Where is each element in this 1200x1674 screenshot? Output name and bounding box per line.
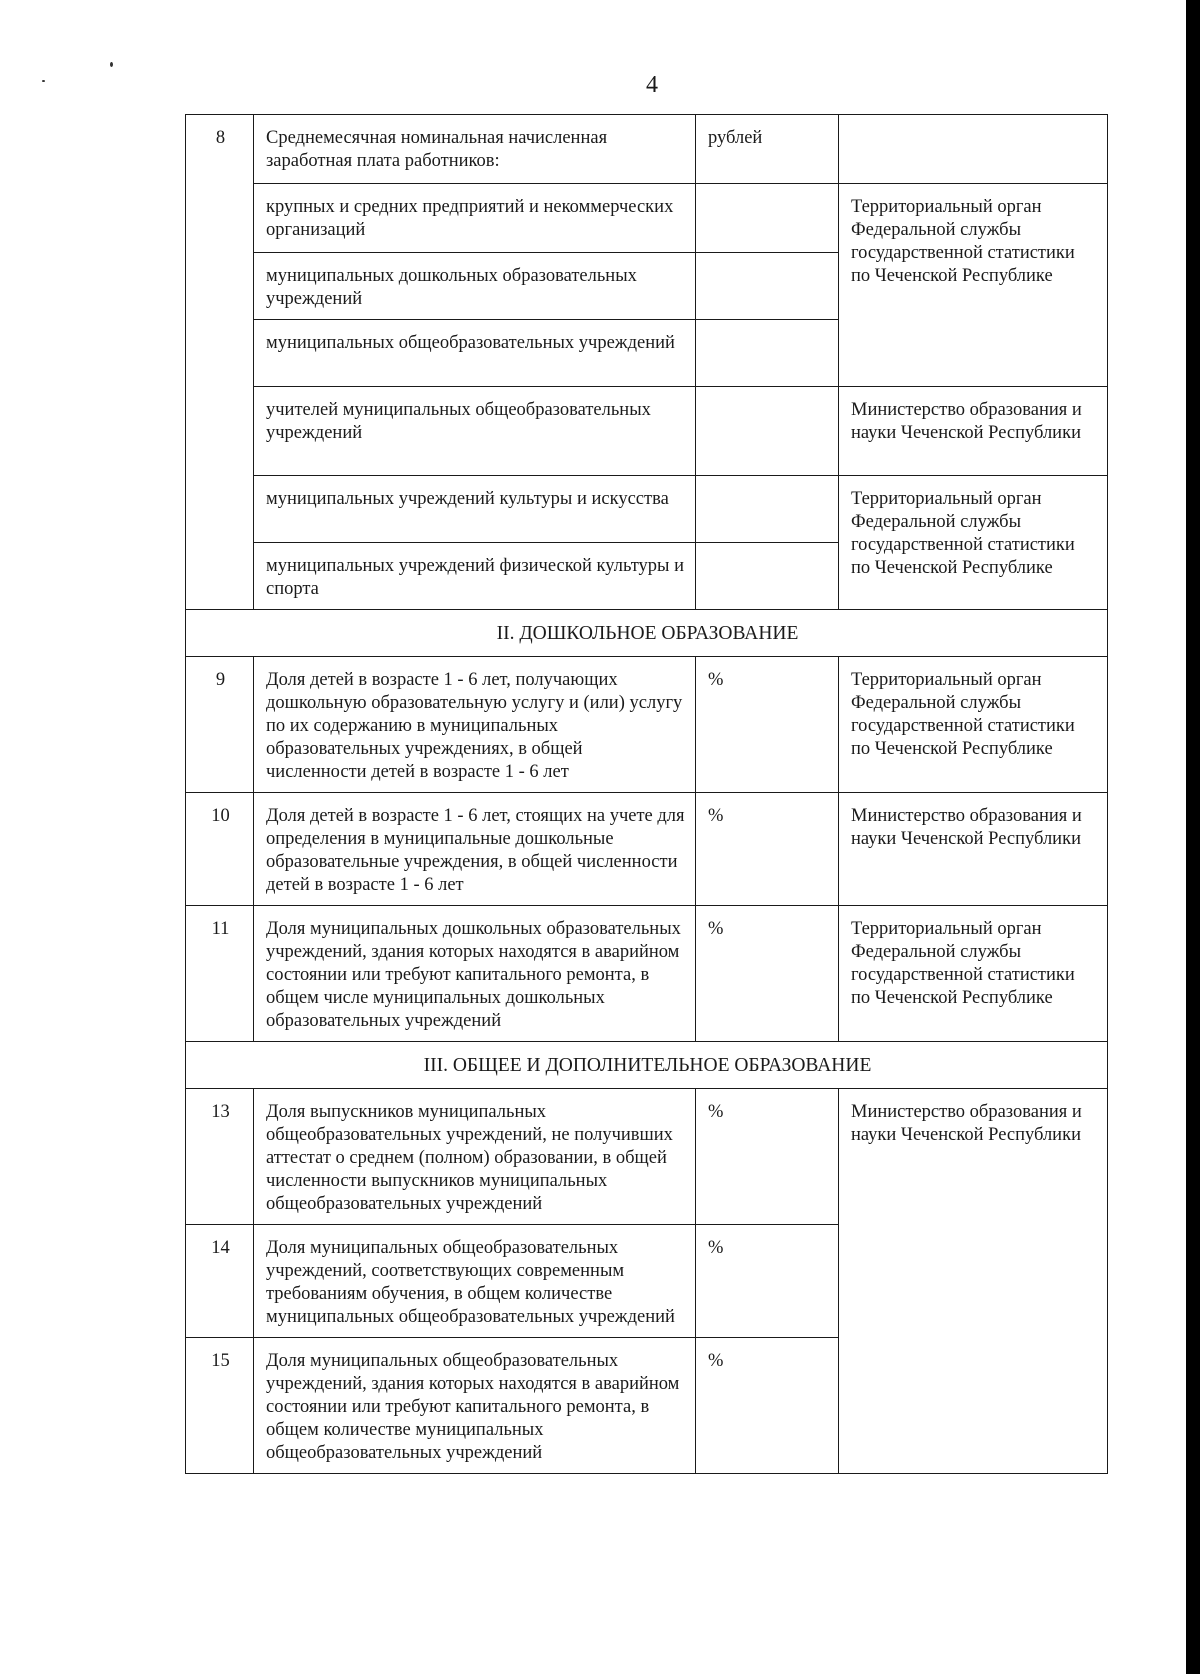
indicator-text: Доля муниципальных дошкольных образовательных учреждений, здания которых находятся в аварийном состоянии или требуют капитального ремонта, в общем числе муниципальных дошкольных образовательных учреждений (254, 906, 696, 1042)
indicator-text: муниципальных учреждений культуры и искусства (254, 476, 696, 543)
unit-cell: % (696, 1089, 839, 1225)
unit-cell-empty (696, 184, 839, 253)
table-row (186, 793, 1108, 906)
indicator-text: Доля муниципальных общеобразовательных учреждений, здания которых находятся в аварийном состоянии или требуют капитального ремонта, в общем количестве муниципальных общеобразовательных учреждений (254, 1338, 696, 1474)
row-number: 8 (186, 115, 254, 610)
scan-speck (110, 62, 113, 67)
row-number: 13 (186, 1089, 254, 1225)
source-cell: Министерство образования и науки Чеченской Республики (839, 387, 1108, 476)
indicator-text: Доля детей в возрасте 1 - 6 лет, получающих дошкольную образовательную услугу и (или) услугу по их содержанию в муниципальных образовательных учреждениях, в общей численности детей в возрасте 1 - 6 лет (254, 657, 696, 793)
indicator-text: Доля детей в возрасте 1 - 6 лет, стоящих на учете для определения в муниципальные дошкольные образовательные учреждения, в общей численности детей в возрасте 1 - 6 лет (254, 793, 696, 906)
table-row (186, 476, 1108, 543)
table-row (186, 387, 1108, 476)
page-number: 4 (646, 72, 658, 98)
indicator-text: Доля муниципальных общеобразовательных учреждений, соответствующих современным требованиям обучения, в общем количестве муниципальных общеобразовательных учреждений (254, 1225, 696, 1338)
row-number: 9 (186, 657, 254, 793)
unit-cell: % (696, 906, 839, 1042)
source-cell: Территориальный орган Федеральной службы государственной статистики по Чеченской Республике (839, 476, 1108, 610)
unit-cell-empty (696, 320, 839, 387)
row-number: 11 (186, 906, 254, 1042)
unit-cell: % (696, 657, 839, 793)
source-cell: Министерство образования и науки Чеченской Республики (839, 1089, 1108, 1474)
scan-edge (1186, 0, 1200, 1674)
table-row (186, 657, 1108, 793)
indicator-text: Среднемесячная номинальная начисленная заработная плата работников: (254, 115, 696, 184)
source-cell-empty (839, 115, 1108, 184)
indicator-text: муниципальных учреждений физической культуры и спорта (254, 543, 696, 610)
row-number: 14 (186, 1225, 254, 1338)
unit-cell-empty (696, 387, 839, 476)
section-row (186, 610, 1108, 657)
unit-cell-empty (696, 253, 839, 320)
unit-cell-empty (696, 476, 839, 543)
unit-cell: % (696, 793, 839, 906)
source-cell: Министерство образования и науки Чеченской Республики (839, 793, 1108, 906)
source-cell: Территориальный орган Федеральной службы государственной статистики по Чеченской Республике (839, 906, 1108, 1042)
unit-cell-empty (696, 543, 839, 610)
unit-cell: % (696, 1338, 839, 1474)
indicator-text: крупных и средних предприятий и некоммерческих организаций (254, 184, 696, 253)
table-row (186, 184, 1108, 253)
indicator-text: муниципальных дошкольных образовательных учреждений (254, 253, 696, 320)
table-row (186, 906, 1108, 1042)
indicator-text: учителей муниципальных общеобразовательных учреждений (254, 387, 696, 476)
row-number: 15 (186, 1338, 254, 1474)
section-heading: II. ДОШКОЛЬНОЕ ОБРАЗОВАНИЕ (186, 610, 1108, 657)
indicator-text: муниципальных общеобразовательных учреждений (254, 320, 696, 387)
section-heading: III. ОБЩЕЕ И ДОПОЛНИТЕЛЬНОЕ ОБРАЗОВАНИЕ (186, 1042, 1108, 1089)
scan-speck (42, 80, 45, 82)
indicator-text: Доля выпускников муниципальных общеобразовательных учреждений, не получивших аттестат о среднем (полном) образовании, в общей численности выпускников муниципальных общеобразовательных учреждений (254, 1089, 696, 1225)
unit-cell: % (696, 1225, 839, 1338)
source-cell: Территориальный орган Федеральной службы государственной статистики по Чеченской Республике (839, 657, 1108, 793)
table-row (186, 1089, 1108, 1225)
unit-cell: рублей (696, 115, 839, 184)
row-number: 10 (186, 793, 254, 906)
source-cell: Территориальный орган Федеральной службы государственной статистики по Чеченской Республике (839, 184, 1108, 387)
table-row (186, 115, 1108, 184)
section-row (186, 1042, 1108, 1089)
indicators-table (185, 114, 1108, 1474)
